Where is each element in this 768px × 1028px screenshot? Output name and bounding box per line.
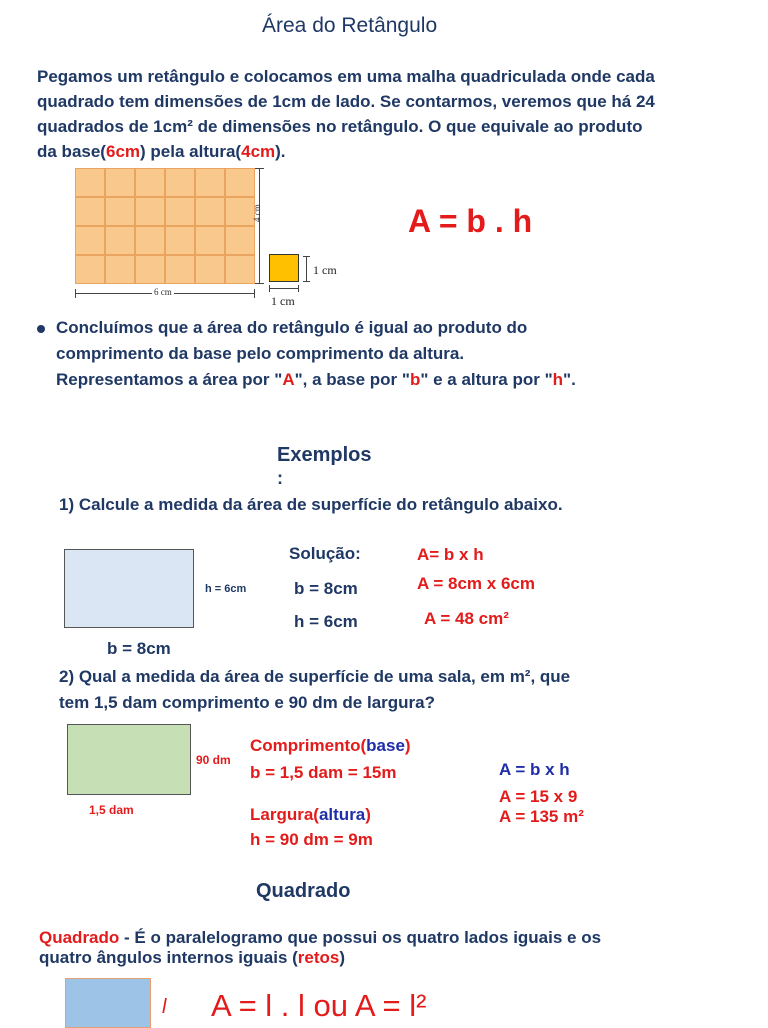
grid-cell [105, 168, 135, 197]
grid-rectangle [75, 168, 255, 284]
page-title: Área do Retângulo [262, 14, 438, 37]
grid-cell [225, 226, 255, 255]
example1-question: 1) Calcule a medida da área de superfície do retângulo abaixo. [59, 495, 563, 514]
grid-cell [135, 226, 165, 255]
example2-height-label: 90 dm [196, 753, 231, 767]
conclusion-line-3: Representamos a área por "A", a base por "b" e a altura por "h". [56, 370, 576, 389]
grid-cell [75, 168, 105, 197]
bullet-dot [37, 325, 45, 333]
example2-formula-1: A = b x h [499, 760, 570, 779]
grid-cell [195, 197, 225, 226]
grid-cell [225, 168, 255, 197]
grid-cell [105, 197, 135, 226]
intro-line-2: quadrado tem dimensões de 1cm de lado. Se contarmos, veremos que há 24 [37, 92, 655, 111]
largura-label: Largura(altura) [250, 805, 371, 824]
examples-heading: Exemplos [277, 444, 372, 466]
quadrado-heading: Quadrado [256, 880, 351, 902]
comprimento-value: b = 1,5 dam = 15m [250, 763, 397, 782]
conclusion-line-1: Concluímos que a área do retângulo é igual ao produto do [56, 318, 528, 337]
grid-cell [165, 226, 195, 255]
comprimento-label: Comprimento(base) [250, 736, 411, 755]
example1-base-label: b = 8cm [107, 639, 171, 658]
intro-line-4: da base(6cm) pela altura(4cm). [37, 142, 286, 161]
grid-cell [105, 226, 135, 255]
grid-cell [165, 168, 195, 197]
grid-cell [225, 255, 255, 284]
example1-height-label: h = 6cm [205, 583, 247, 595]
grid-cell [75, 226, 105, 255]
grid-cell [75, 255, 105, 284]
unit-square [269, 254, 299, 282]
grid-cell [105, 255, 135, 284]
conclusion-paragraph [56, 315, 756, 393]
unit-bottom-label: 1 cm [271, 294, 295, 308]
quadrado-definition: Quadrado - É o paralelogramo que possui os quatro lados iguais e os quatro ângulos internos iguais (retos) [39, 928, 602, 967]
intro-line-1: Pegamos um retângulo e colocamos em uma malha quadriculada onde cada [37, 67, 655, 86]
example1-formula-3: A = 48 cm² [424, 609, 509, 628]
grid-cell [195, 226, 225, 255]
conclusion-line-2: comprimento da base pelo comprimento da altura. [56, 344, 465, 363]
height-dimension-line [259, 168, 260, 284]
example2-formula-3: A = 135 m² [499, 807, 584, 826]
grid-cell [225, 197, 255, 226]
example1-formula-1: A= b x h [417, 545, 484, 564]
example2-base-label: 1,5 dam [89, 803, 134, 817]
examples-colon: : [277, 468, 283, 488]
grid-cell [195, 255, 225, 284]
example1-formula-2: A = 8cm x 6cm [417, 574, 535, 593]
grid-cell [75, 197, 105, 226]
grid-cell [135, 197, 165, 226]
grid-cell [135, 255, 165, 284]
height-label: 4 cm [252, 204, 262, 222]
solution-label: Solução: [289, 544, 361, 563]
width-label: 6 cm [154, 287, 172, 297]
largura-value: h = 90 dm = 9m [250, 830, 373, 849]
example2-question-line-1: 2) Qual a medida da área de superfície de uma sala, em m², que [59, 667, 571, 686]
square-side-mark: l [162, 996, 167, 1018]
intro-paragraph [37, 64, 757, 164]
grid-cell [135, 168, 165, 197]
unit-side-label: 1 cm [313, 263, 337, 277]
example1-rectangle [64, 549, 194, 628]
square-area-formula: A = l . l ou A = l² [211, 988, 427, 1023]
example2-formula-2: A = 15 x 9 [499, 787, 578, 806]
grid-cell [165, 197, 195, 226]
example2-question-line-2: tem 1,5 dam comprimento e 90 dm de largura? [59, 693, 436, 712]
grid-cell [165, 255, 195, 284]
example2-rectangle [67, 724, 191, 795]
example1-h-value: h = 6cm [294, 612, 358, 631]
square-shape [65, 978, 151, 1028]
example1-b-value: b = 8cm [294, 579, 358, 598]
grid-cell [195, 168, 225, 197]
intro-line-3: quadrados de 1cm² de dimensões no retângulo. O que equivale ao produto [37, 117, 643, 136]
area-formula: A = b . h [408, 203, 533, 239]
